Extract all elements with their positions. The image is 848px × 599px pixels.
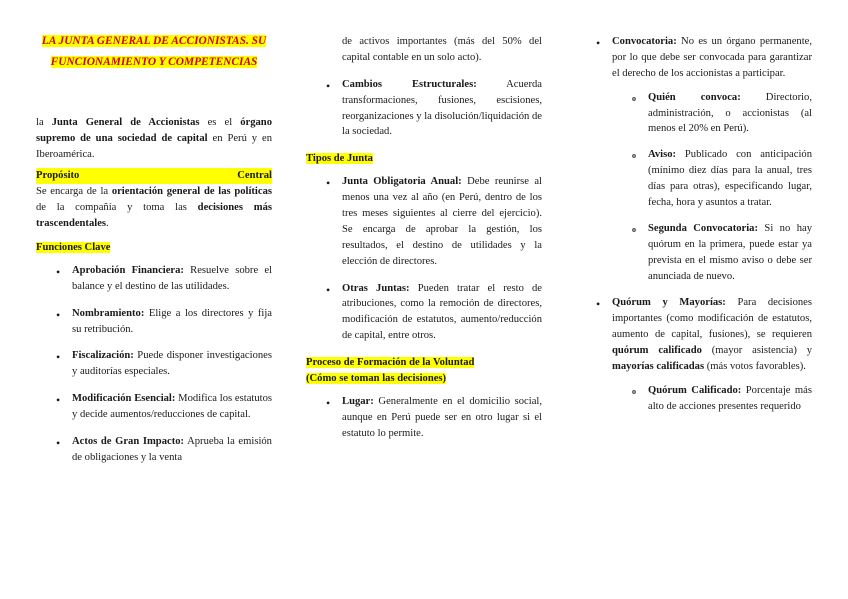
proposito-heading-word-2: Central — [237, 170, 272, 182]
column-right — [594, 34, 812, 426]
item-label: Convocatoria: — [612, 36, 677, 47]
item-text: No es un órgano permanente, por lo que debe ser convocada para garantizar el derecho de los accionistas a participar. — [612, 36, 812, 79]
list-item — [36, 391, 272, 423]
funciones-list-continued — [306, 34, 542, 66]
intro-paragraph — [36, 115, 272, 163]
list-item — [306, 281, 542, 345]
item-text: Acuerda transformaciones, fusiones, escisiones, reorganizaciones y la disolución/liquidación de la sociedad. — [342, 78, 542, 138]
proceso-heading-line-1: Proceso de Formación de la Voluntad — [306, 357, 475, 369]
tipos-heading — [306, 151, 542, 167]
funciones-list-continued-2 — [306, 77, 542, 141]
list-item — [36, 306, 272, 338]
item-label: Actos de Gran Impacto: — [72, 436, 185, 448]
quorum-sublist — [612, 383, 812, 415]
subitem-text: Si no hay quórum en la primera, puede estar ya prevista en el mismo aviso o debe ser anunciada de nuevo. — [648, 222, 812, 282]
item-label: Quórum y Mayorías: — [612, 297, 726, 309]
intro-text-1: la — [36, 116, 52, 128]
list-item-quorum — [594, 295, 812, 414]
proceso-heading-line-2: (Cómo se toman las decisiones) — [306, 372, 447, 384]
subitem-text: Directorio, administración, o accionistas (al menos el 20% en Perú). — [648, 91, 812, 135]
item-text: Generalmente en el domicilio social, aunque en Perú puede ser en otro lugar si el estatuto lo permite. — [342, 395, 542, 439]
list-item-continuation — [306, 34, 542, 66]
item-text-part-2: de activos importantes (más del 50% del capital contable en un solo acto). — [342, 36, 542, 63]
subitem-label: Quién convoca: — [648, 91, 741, 103]
title-line-1: LA JUNTA GENERAL DE ACCIONISTAS. SU — [41, 35, 267, 47]
sublist-item — [612, 383, 812, 415]
column-middle — [306, 34, 542, 453]
item-bold-1: quórum calificado — [612, 345, 702, 357]
item-text: Debe reunirse al menos una vez al año (en Perú, dentro de los tres meses siguientes al cierre del ejercicio). Se encarga de aprobar la gestión, los resultados, el destino de utilidades y la elección de directores. — [342, 176, 543, 267]
funciones-heading — [36, 240, 272, 256]
item-label: Nombramiento: — [72, 307, 145, 319]
proposito-text-2: de la compañía y toma las — [36, 202, 198, 214]
item-text: Pueden tratar el resto de atribuciones, como la remoción de directores, modificación de estatutos, aumento/reducción de capital, entre otros. — [342, 282, 542, 342]
tipos-heading-text: Tipos de Junta — [306, 153, 373, 165]
proposito-paragraph — [36, 184, 272, 232]
intro-text-2: es el — [199, 116, 241, 128]
list-item — [36, 263, 272, 295]
item-text: Elige a los directores y fija su retribución. — [72, 307, 272, 335]
proposito-text-3: . — [106, 218, 109, 230]
list-item-split — [36, 434, 272, 468]
intro-text-3: en Perú y en Iberoamérica. — [36, 132, 273, 160]
subitem-label: Segunda Convocatoria: — [648, 222, 759, 234]
sublist-item — [612, 90, 812, 138]
proceso-heading — [306, 355, 542, 386]
item-text: Puede disponer investigaciones y auditorías especiales. — [72, 350, 272, 378]
proposito-heading — [36, 168, 272, 184]
list-item — [306, 394, 542, 442]
proposito-heading-word-1: Propósito — [36, 170, 80, 182]
subitem-text: Publicado con anticipación (mínimo diez días para la anual, tres días para otras), especificando lugar, fecha, hora y asuntos a tratar. — [648, 149, 812, 209]
title-line-2: FUNCIONAMIENTO Y COMPETENCIAS — [50, 56, 258, 69]
item-label: Fiscalización: — [72, 350, 134, 362]
proceso-list-continued — [594, 34, 812, 415]
proceso-list — [306, 394, 542, 442]
subitem-text: Porcentaje más alto de acciones presentes requerido — [648, 384, 812, 412]
document-title — [36, 34, 272, 71]
column-left — [36, 34, 272, 479]
list-item — [36, 348, 272, 380]
sublist-item — [612, 147, 812, 211]
funciones-list — [36, 263, 272, 468]
intro-bold-2: órgano supremo de una sociedad de capital — [36, 116, 272, 144]
item-label: Modificación Esencial: — [72, 393, 176, 405]
item-text: Resuelve sobre el balance y el destino de las utilidades. — [72, 264, 272, 292]
item-text-1: Para decisiones importantes (como modificación de estatutos, aumento de capital, fusiones), se requieren — [612, 297, 812, 341]
subitem-label: Aviso: — [648, 149, 677, 161]
item-text: Modifica los estatutos y decide aumentos/reducciones de capital. — [72, 393, 272, 421]
item-label: Lugar: — [342, 395, 374, 407]
funciones-heading-text: Funciones Clave — [36, 242, 111, 254]
subitem-label: Quórum Calificado: — [648, 384, 742, 396]
item-bold-2: mayorías calificadas — [612, 361, 705, 373]
proposito-bold-1: orientación general de las políticas — [111, 186, 272, 198]
proposito-text-1: Se encarga de la — [36, 186, 112, 198]
item-label: Otras Juntas: — [342, 282, 410, 294]
item-label: Cambios Estructurales: — [342, 78, 477, 90]
intro-bold-1: Junta General de Accionistas — [51, 116, 200, 128]
sublist-item — [612, 221, 812, 285]
item-label: Aprobación Financiera: — [72, 264, 184, 276]
proposito-bold-2: decisiones más trascendentales — [36, 202, 272, 230]
item-text-part-1: Aprueba la emisión de obligaciones y la venta — [72, 436, 272, 463]
item-text-3: (más votos favorables). — [704, 361, 806, 373]
list-item — [306, 77, 542, 141]
convocatoria-sublist — [612, 90, 812, 285]
list-item — [306, 174, 542, 269]
item-label: Junta Obligatoria Anual: — [342, 176, 462, 188]
tipos-list — [306, 174, 542, 344]
list-item-convocatoria — [594, 34, 812, 284]
item-text-2: (mayor asistencia) y — [701, 345, 812, 357]
